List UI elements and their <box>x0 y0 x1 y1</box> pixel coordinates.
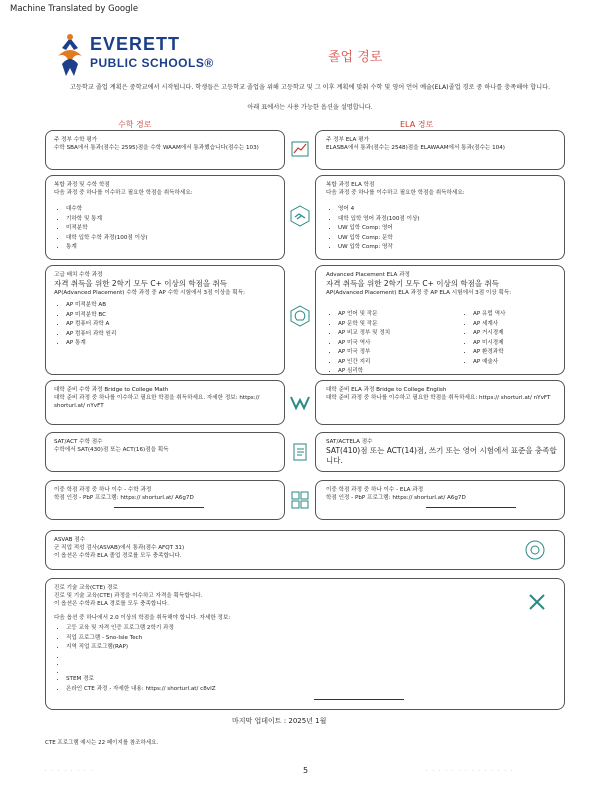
box-title: 이중 학점 과정 중 하나 이수 - ELA 과정 <box>326 487 424 493</box>
list-item: • AP 미국 역사 <box>338 339 446 347</box>
box-title: 이중 학점 과정 중 하나 이수 - 수학 과정 <box>54 487 152 493</box>
list-item: • 대수학 <box>66 205 280 213</box>
list-item: • AP 컴퓨터 과학 A <box>66 320 280 328</box>
list-item: • 대학 입학 영어 과정(100점 이상) <box>338 215 558 223</box>
list-item: • AP 심리학 <box>338 367 446 375</box>
list-item: • AP 미적분학 AB <box>66 301 280 309</box>
math-box-state-assessment <box>45 130 285 170</box>
list-item <box>66 668 494 674</box>
box-text: AP(Advanced Placement) ELA 과정 중 AP ELA 시험에서 3점 이상 획득: <box>326 290 512 296</box>
list-item: • 통계 <box>66 243 280 251</box>
list-item: • UW 입학 Comp: 영작 <box>338 243 558 251</box>
ela-box-sat-act <box>315 432 565 472</box>
list-item: • AP 언어 및 작문 <box>338 310 446 318</box>
ela-box-ap-courses <box>315 265 565 375</box>
brain-icon <box>289 305 311 327</box>
box-text: 학점 인정 - PbP 프로그램: https:// shorturl.at/ A6g7D <box>326 495 466 501</box>
list-item: • 미적분학 <box>66 224 280 232</box>
box-title: 대학 준비 ELA 과정 Bridge to College English <box>326 387 447 393</box>
box-title: Advanced Placement ELA 과정 <box>326 272 410 278</box>
page-number: 5 <box>303 766 309 775</box>
page-title: 졸업 경로 <box>328 50 383 65</box>
box-title: 복합 과정 ELA 학점 <box>326 182 375 188</box>
list-item: • AP 비교 정부 및 정치 <box>338 329 446 337</box>
ela-box-bridge-course <box>315 380 565 425</box>
box-text: 수학에서 SAT(430)점 또는 ACT(16)점을 획득 <box>54 447 169 453</box>
box-text: 학점 인정 - PbP 프로그램: https:// shorturl.at/ A6g7D <box>54 495 194 501</box>
box-lead: 자격 취득을 위한 2학기 모두 C+ 이상의 학점을 취득 <box>54 279 228 288</box>
list-item: • 온라인 CTE 과정 - 자세한 내용: https:// shorturl.at/ c8vIZ <box>66 685 494 693</box>
list-item: • AP 거시경제 <box>473 329 561 337</box>
box-title: SAT/ACT 수학 점수 <box>54 439 103 445</box>
math-box-ap-courses <box>45 265 285 375</box>
tools-icon <box>526 591 548 613</box>
handshake-icon <box>289 205 311 227</box>
grid-icon <box>289 489 311 511</box>
math-column-header: 수학 경로 <box>118 120 152 129</box>
list-item: • AP 문학 및 작문 <box>338 320 446 328</box>
list-item: • AP 예술사 <box>473 358 561 366</box>
underline-divider <box>314 694 404 700</box>
list-item <box>66 660 494 666</box>
last-updated: 마지막 업데이트 : 2025년 1월 <box>232 717 327 725</box>
underline-divider <box>426 502 516 508</box>
cte-box <box>45 578 565 710</box>
list-item: • 대학 입학 수학 과정(100점 이상) <box>66 234 280 242</box>
asvab-box <box>45 530 565 570</box>
footer-right: · · · · · · · · · · · · · · <box>426 768 515 773</box>
underline-divider <box>114 502 204 508</box>
box-title: 주 정부 수학 평가 <box>54 137 98 143</box>
list-item: • 기하학 및 통계 <box>66 215 280 223</box>
box-lead: SAT(410)점 또는 ACT(14)점, 쓰기 또는 영어 시험에서 표준을 충족합니다. <box>326 446 557 465</box>
box-title: SAT/ACTELA 점수 <box>326 439 373 445</box>
box-text: 이 옵션은 수학과 ELA 졸업 경로를 모두 충족합니다. <box>54 553 182 559</box>
list-item: • 지역 직업 프로그램(RAP) <box>66 643 494 651</box>
list-item <box>66 653 494 659</box>
box-text: 군 직업 적성 검사(ASVAB)에서 통과(점수 AFQT 31) <box>54 545 185 551</box>
box-text: 대학 준비 과정 중 하나를 이수하고 필요한 학점을 취득하세요: https:// shorturl.at/ nYvFT <box>326 395 551 401</box>
list-item: • UW 입학 Comp: 문학 <box>338 234 558 242</box>
math-box-combined-courses <box>45 175 285 260</box>
list-item: • AP 인간 지리 <box>338 358 446 366</box>
list-item: • AP 유럽 역사 <box>473 310 561 318</box>
list-item: • AP 미시경제 <box>473 339 561 347</box>
list-item: • AP 환경과학 <box>473 348 561 356</box>
box-title: 복합 과정 및 수학 학점 <box>54 182 110 188</box>
machine-translated-label: Machine Translated by Google <box>10 4 139 14</box>
medal-icon <box>524 539 546 561</box>
intro-text: 고등학교 졸업 계획은 중학교에서 시작됩니다. 학생들은 고등학교 졸업을 위해 고등학교 및 그 이후 계획에 맞춰 수학 및 영어 언어 예술(ELA)졸업 경로 중 하나를 충족해야 합니다. <box>69 84 551 91</box>
footer-left: · · · · · · · · <box>45 768 95 773</box>
list-item: • 고등 교육 및 자격 인증 프로그램 2학기 과정 <box>66 624 494 632</box>
box-title: ASVAB 점수 <box>54 537 86 543</box>
list-item: • AP 미적분학 BC <box>66 311 280 319</box>
list-item: • AP 세계사 <box>473 320 561 328</box>
box-text: ELASBA에서 통과(점수는 2548)점을 ELAWAAM에서 통과(점수는 104) <box>326 145 505 151</box>
footnote: CTE 프로그램 예시는 22 페이지를 참조하세요. <box>45 740 159 746</box>
list-item: • AP 미국 정부 <box>338 348 446 356</box>
exam-icon <box>289 441 311 463</box>
box-title: 고급 배치 수학 과정 <box>54 272 103 278</box>
box-text: 수학 SBA에서 통과(점수는 2595)점을 수학 WAAM에서 통과했습니다(점수는 103) <box>54 145 259 151</box>
ela-box-combined-courses <box>315 175 565 260</box>
box-text: 다음 과정 중 하나를 이수하고 필요한 학점을 취득하세요: <box>326 190 465 196</box>
list-item: • AP 컴퓨터 과학 원리 <box>66 330 280 338</box>
list-item: • 직업 프로그램 - Sno-Isle Tech <box>66 634 494 642</box>
district-logo <box>52 34 242 84</box>
bridge-icon <box>289 391 311 413</box>
box-text: AP(Advanced Placement) 수학 과정 중 AP 수학 시험에서 3점 이상을 획득: <box>54 290 245 296</box>
list-item: • AP 통계 <box>66 339 280 347</box>
box-title: 대학 준비 수학 과정 Bridge to College Math <box>54 387 169 393</box>
logo-line1: EVERETT <box>90 34 181 54</box>
box-text: 이 옵션은 수학과 ELA 경로를 모두 충족합니다. <box>54 601 169 607</box>
math-box-dual-credit <box>45 480 285 520</box>
logo-line2: PUBLIC SCHOOLS® <box>90 56 214 70</box>
box-text: 진로 및 기술 교육(CTE) 과정을 이수하고 자격을 획득합니다. <box>54 593 203 599</box>
ela-column-header: ELA 경로 <box>400 120 434 129</box>
box-title: 진로 기술 교육(CTE) 경로 <box>54 585 118 591</box>
box-text: 다음 과정 중 하나를 이수하고 필요한 학점을 취득하세요: <box>54 190 193 196</box>
chart-icon <box>289 138 311 160</box>
list-item: • UW 입학 Comp: 영어 <box>338 224 558 232</box>
logo-figure-icon <box>52 34 88 78</box>
intro-subtext: 아래 표에서는 사용 가능한 옵션을 설명합니다. <box>247 104 373 111</box>
math-box-bridge-course <box>45 380 285 425</box>
box-text: 다음 옵션 중 하나에서 2.0 이상의 학점을 취득해야 합니다. 자세한 정보: <box>54 615 231 621</box>
box-text: 대학 준비 과정 중 하나를 이수하고 필요한 학점을 취득하세요. 자세한 정보: https:// shorturl.at/ nYvFT <box>54 395 260 409</box>
box-lead: 자격 취득을 위한 2학기 모두 C+ 이상의 학점을 취득 <box>326 279 500 288</box>
list-item: • 영어 4 <box>338 205 558 213</box>
ela-box-dual-credit <box>315 480 565 520</box>
math-box-sat-act <box>45 432 285 472</box>
list-item: • STEM 경로 <box>66 675 494 683</box>
box-title: 주 정부 ELA 평가 <box>326 137 369 143</box>
ela-box-state-assessment <box>315 130 565 170</box>
